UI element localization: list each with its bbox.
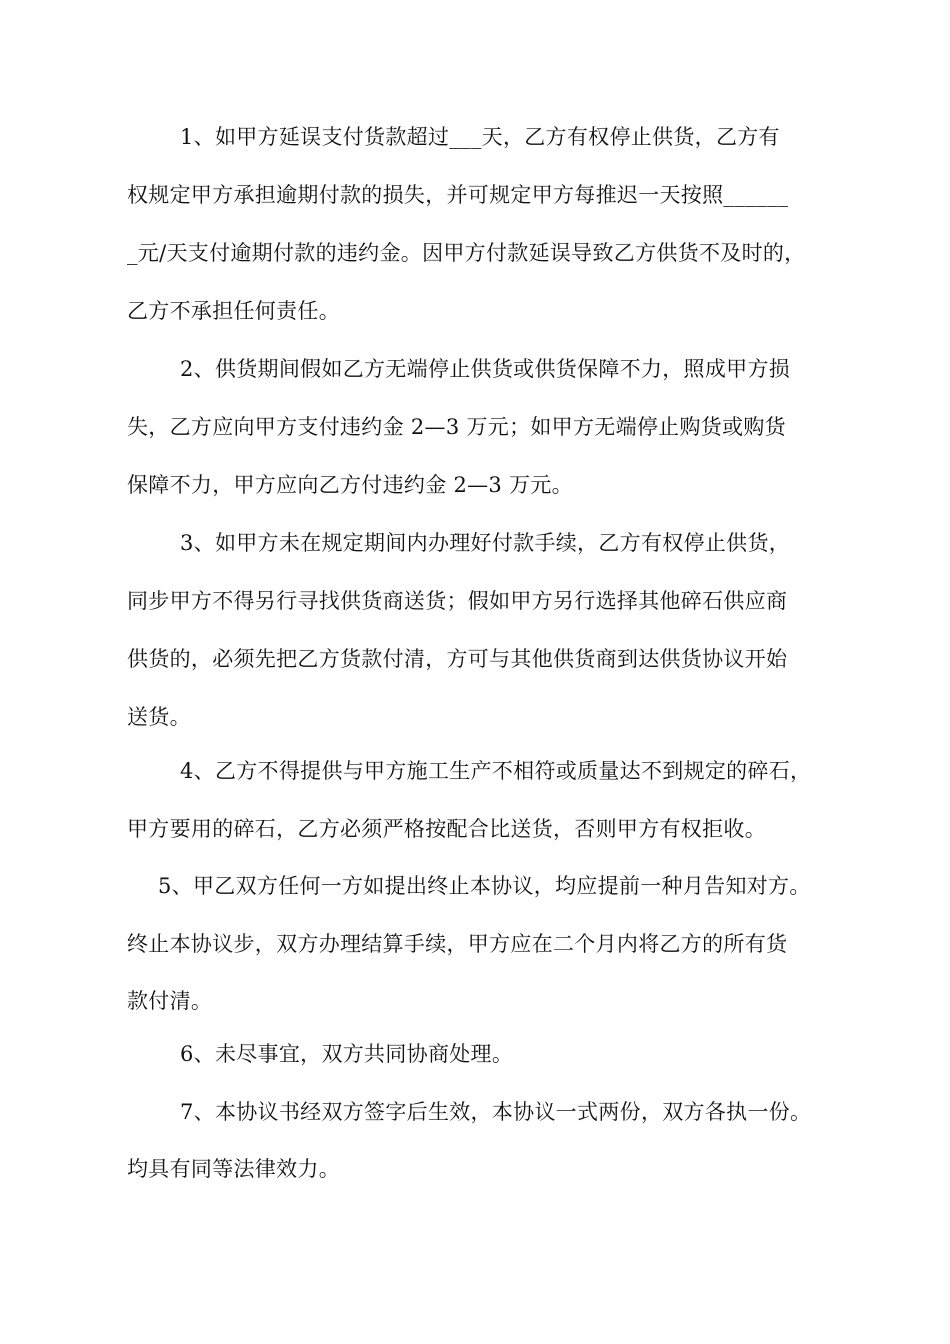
clause-2-line-2: 失，乙方应向甲方支付违约金 2—3 万元；如甲方无端停止购货或购货 (127, 415, 786, 439)
clause-1-line-3: _元/天支付逾期付款的违约金。因甲方付款延误导致乙方供货不及时的， (127, 241, 806, 265)
clause-5-line-3: 款付清。 (127, 989, 213, 1013)
clause-1-line-1: 1、如甲方延误支付货款超过___天，乙方有权停止供货，乙方有 (180, 125, 780, 149)
clause-1-line-2: 权规定甲方承担逾期付款的损失，并可规定甲方每推迟一天按照______ (127, 183, 789, 207)
clause-6-line-1: 6、未尽事宜，双方共同协商处理。 (180, 1042, 514, 1066)
clause-3-line-2: 同步甲方不得另行寻找供货商送货；假如甲方另行选择其他碎石供应商 (127, 589, 788, 613)
clause-5-line-2: 终止本协议步，双方办理结算手续，甲方应在二个月内将乙方的所有货 (127, 932, 788, 956)
clause-3-line-4: 送货。 (127, 705, 191, 729)
clause-7-line-2: 均具有同等法律效力。 (127, 1157, 340, 1181)
clause-2-line-3: 保障不力，甲方应向乙方付违约金 2—3 万元。 (127, 473, 573, 497)
clause-5-line-1: 5、甲乙双方任何一方如提出终止本协议，均应提前一种月告知对方。 (158, 874, 811, 898)
clause-3-line-3: 供货的，必须先把乙方货款付清，方可与其他供货商到达供货协议开始 (127, 647, 788, 671)
clause-1-line-4: 乙方不承担任何责任。 (127, 299, 340, 323)
clause-3-line-1: 3、如甲方未在规定期间内办理好付款手续，乙方有权停止供货， (180, 531, 791, 555)
clause-4-line-2: 甲方要用的碎石，乙方必须严格按配合比送货，否则甲方有权拒收。 (127, 817, 766, 841)
clause-4-line-1: 4、乙方不得提供与甲方施工生产不相符或质量达不到规定的碎石， (180, 759, 812, 783)
clause-2-line-1: 2、供货期间假如乙方无端停止供货或供货保障不力，照成甲方损 (180, 357, 791, 381)
clause-7-line-1: 7、本协议书经双方签字后生效，本协议一式两份，双方各执一份。 (180, 1100, 812, 1124)
